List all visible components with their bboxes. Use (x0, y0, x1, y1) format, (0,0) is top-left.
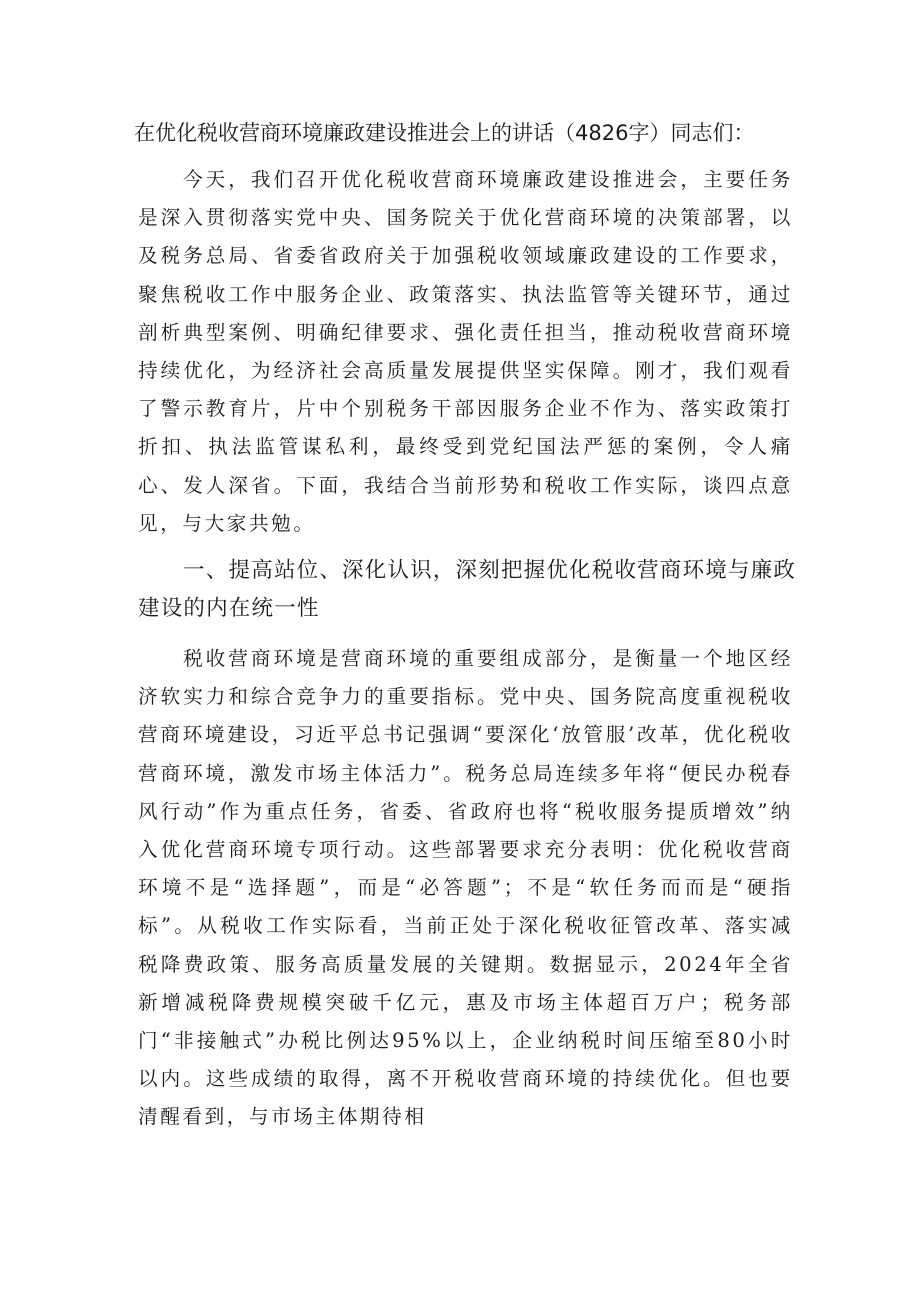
document-title: 在优化税收营商环境廉政建设推进会上的讲话（4826字） (134, 121, 671, 145)
document-title-line (134, 116, 814, 150)
section-heading (138, 552, 798, 628)
paragraph-intro (138, 161, 793, 543)
salutation: 同志们： (670, 121, 755, 145)
section-heading-text: 一、提高站位、深化认识，深刻把握优化税收营商环境与廉政建设的内在统一性 (138, 558, 797, 621)
paragraph-text: 税收营商环境是营商环境的重要组成部分，是衡量一个地区经济软实力和综合竞争力的重要指标。党中央、国务院高度重视税收营商环境建设，习近平总书记强调“要深化‘放管服’改革，优化税收营商环境，激发市场主体活力”。税务总局连续多年将“便民办税春风行动”作为重点任务，省委、省政府也将“税收服务提质增效”纳入优化营商环境专项行动。这些部署要求充分表明：优化税收营商环境不是“选择题”，而是“必答题”；不是“软任务而而是“硬指标”。从税收工作实际看，当前正处于深化税收征管改革、落实减税降费政策、服务高质量发展的关键期。数据显示，2024年全省新增减税降费规模突破千亿元，惠及市场主体超百万户；税务部门“非接触式”办税比例达95%以上，企业纳税时间压缩至80小时以内。这些成绩的取得，离不开税收营商环境的持续优化。但也要清醒看到，与市场主体期待相 (138, 647, 793, 1129)
paragraph-text: 今天，我们召开优化税收营商环境廉政建设推进会，主要任务是深入贯彻落实党中央、国务院关于优化营商环境的决策部署，以及税务总局、省委省政府关于加强税收领域廉政建设的工作要求，聚焦税收工作中服务企业、政策落实、执法监管等关键环节，通过剖析典型案例、明确纪律要求、强化责任担当，推动税收营商环境持续优化，为经济社会高质量发展提供坚实保障。刚才，我们观看了警示教育片，片中个别税务干部因服务企业不作为、落实政策打折扣、执法监管谋私利，最终受到党纪国法严惩的案例，令人痛心、发人深省。下面，我结合当前形势和税收工作实际，谈四点意见，与大家共勉。 (138, 168, 793, 535)
paragraph-section-one (138, 640, 793, 1137)
